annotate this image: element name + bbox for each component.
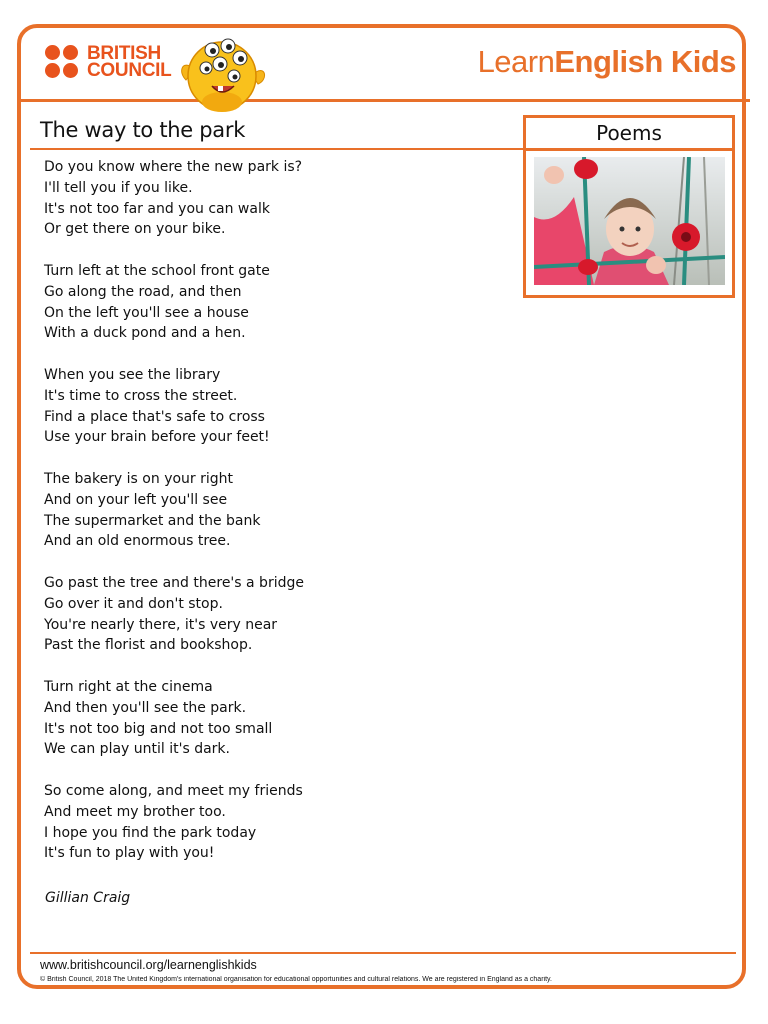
poem-body [44,157,504,885]
poem-line: And on your left you'll see [44,491,228,508]
brand-learn: Learn [477,44,555,79]
poem-stanza [44,573,504,656]
poem-line: And an old enormous tree. [44,533,231,550]
poem-line: Go over it and don't stop. [44,595,223,612]
poem-line: Use your brain before your feet! [44,429,270,446]
poem-line: With a duck pond and a hen. [44,325,246,342]
poem-line: Turn left at the school front gate [44,262,270,279]
poem-stanza [44,157,504,240]
poem-line: And then you'll see the park. [44,699,247,716]
footer-divider [30,952,736,954]
poem-line: It's fun to play with you! [44,845,215,862]
category-label: Poems [523,115,735,151]
poem-line: Turn right at the cinema [44,678,213,695]
poem-line: It's not too big and not too small [44,720,273,737]
brand-english: English [554,44,663,79]
poem-line: On the left you'll see a house [44,304,249,321]
british-council-logo [45,45,171,79]
poem-stanza [44,365,504,448]
poem-line: Do you know where the new park is? [44,159,303,175]
poem-line: Past the florist and bookshop. [44,637,253,654]
poem-line: Find a place that's safe to cross [44,408,265,425]
poem-line: It's not too far and you can walk [44,200,270,217]
child-on-climbing-net-photo [534,157,725,289]
brand-kids: Kids [670,44,736,79]
poem-line: When you see the library [44,366,221,383]
poem-line: You're nearly there, it's very near [44,616,278,633]
bc-line2: COUNCIL [87,60,172,81]
poem-line: So come along, and meet my friends [44,782,303,799]
footer-copyright: © British Council, 2018 The United Kingdom's international organisation for educational opportunities and cultural relations. We are registered in England as a charity. [40,976,552,983]
british-council-dots-icon [45,45,79,79]
poem-line: Or get there on your bike. [44,221,226,238]
poem-stanza [44,469,504,552]
poem-line: I hope you find the park today [44,824,257,841]
poem-line: We can play until it's dark. [44,741,230,758]
poem-line: The supermarket and the bank [44,512,261,529]
british-council-wordmark [87,45,171,79]
learnenglish-kids-logo [478,44,736,80]
bc-line1: BRITISH [87,43,161,64]
poem-stanza [44,261,504,344]
header-divider [17,99,750,102]
poem-line: I'll tell you if you like. [44,179,193,196]
title-underline [30,148,524,150]
poem-line: And meet my brother too. [44,803,226,820]
poem-line: Go along the road, and then [44,283,242,300]
poem-title: The way to the park [40,118,246,142]
poem-line: It's time to cross the street. [44,387,238,404]
footer-url[interactable]: www.britishcouncil.org/learnenglishkids [40,958,257,972]
poem-line: Go past the tree and there's a bridge [44,574,304,591]
poem-stanza [44,781,504,864]
yellow-monster-mascot-icon [176,32,268,118]
poem-line: The bakery is on your right [44,470,234,487]
poem-stanza [44,677,504,760]
poem-author: Gillian Craig [45,890,131,906]
